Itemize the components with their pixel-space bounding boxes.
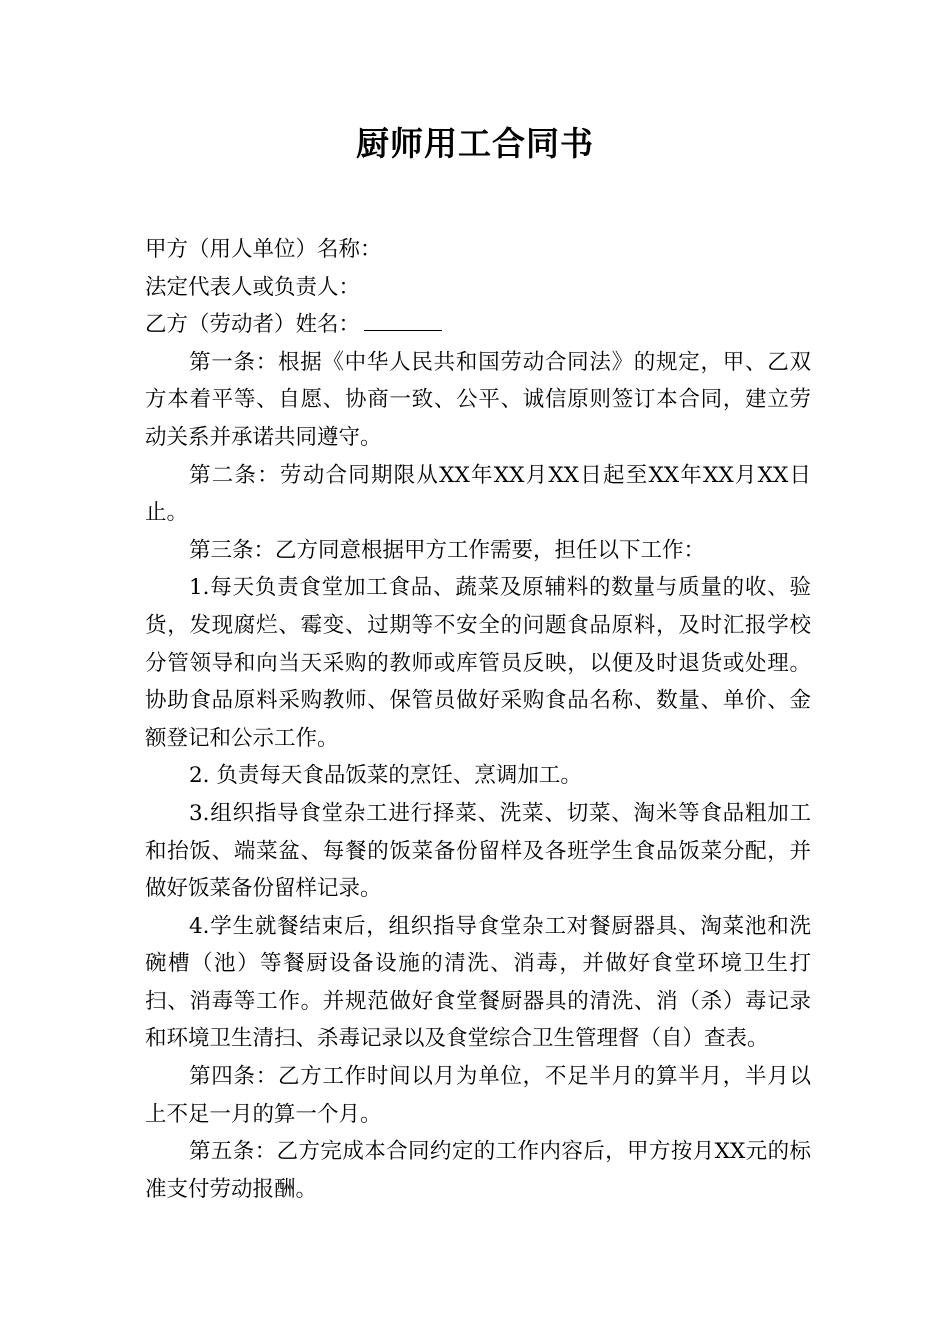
article-2-paragraph: 第二条：劳动合同期限从XX年XX月XX日起至XX年XX月XX日止。 (145, 462, 811, 526)
party-a-label: 甲方（用人单位）名称： (145, 237, 382, 262)
duty-3-paragraph: 3.组织指导食堂杂工进行择菜、洗菜、切菜、淘米等食品粗加工和抬饭、端菜盆、每餐的饭菜备份留样及各班学生食品饭菜分配，并做好饭菜备份留样记录。 (145, 800, 811, 902)
document-body (145, 231, 811, 1208)
document-title: 厨师用工合同书 (356, 124, 594, 163)
article-5-paragraph: 第五条：乙方完成本合同约定的工作内容后，甲方按月XX元的标准支付劳动报酬。 (145, 1139, 811, 1202)
party-b-name-blank (364, 310, 442, 331)
duty-1-paragraph: 1.每天负责食堂加工食品、蔬菜及原辅料的数量与质量的收、验货，发现腐烂、霉变、过期等不安全的问题食品原料，及时汇报学校分管领导和向当天采购的教师或库管员反映，以便及时退货或处理。协助食品原料采购教师、保管员做好采购食品名称、数量、单价、金额登记和公示工作。 (145, 575, 811, 751)
party-b-name-field (145, 306, 811, 344)
article-4-paragraph: 第四条：乙方工作时间以月为单位，不足半月的算半月，半月以上不足一月的算一个月。 (145, 1064, 811, 1127)
article-1-paragraph: 第一条：根据《中华人民共和国劳动合同法》的规定，甲、乙双方本着平等、自愿、协商一致、公平、诚信原则签订本合同，建立劳动关系并承诺共同遵守。 (145, 349, 811, 450)
party-b-label: 乙方（劳动者）姓名： (145, 312, 361, 338)
article-3-paragraph: 第三条：乙方同意根据甲方工作需要，担任以下工作： (189, 537, 706, 563)
legal-representative-label: 法定代表人或负责人： (145, 274, 361, 300)
duty-2-paragraph: 2. 负责每天食品饭菜的烹饪、烹调加工。 (189, 763, 582, 789)
party-a-name-field (145, 231, 811, 269)
legal-representative-field (145, 269, 811, 307)
duty-4-paragraph: 4.学生就餐结束后，组织指导食堂杂工对餐厨器具、淘菜池和洗碗槽（池）等餐厨设备设施的清洗、消毒，并做好食堂环境卫生打扫、消毒等工作。并规范做好食堂餐厨器具的清洗、消（杀）毒记录和环境卫生清扫、杀毒记录以及食堂综合卫生管理督（自）查表。 (145, 913, 811, 1052)
